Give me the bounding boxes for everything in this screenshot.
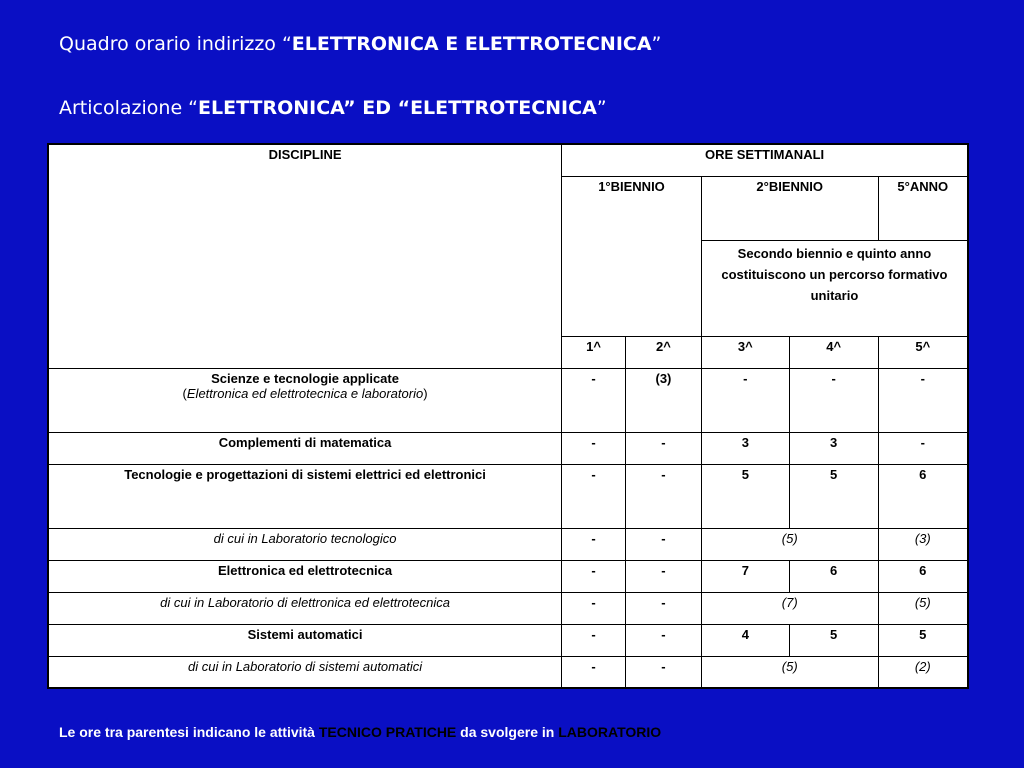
hours-cell: -	[562, 656, 626, 688]
table-row	[48, 528, 968, 560]
header-row-1	[48, 144, 968, 176]
hours-cell: -	[562, 528, 626, 560]
hours-cell: 4	[701, 624, 789, 656]
hours-cell: (2)	[878, 656, 968, 688]
hours-cell: 3	[701, 432, 789, 464]
year-3: 3^	[701, 336, 789, 368]
ore-settimanali-header: ORE SETTIMANALI	[562, 144, 968, 176]
discipline-scienze-tecnologie: Scienze e tecnologie applicate (Elettronica ed elettrotecnica e laboratorio)	[48, 368, 562, 432]
primo-biennio-header: 1°BIENNIO	[562, 176, 702, 336]
hours-cell: -	[701, 368, 789, 432]
schedule-table	[47, 143, 969, 689]
hours-cell: -	[562, 432, 626, 464]
table-row	[48, 592, 968, 624]
hours-cell: 6	[878, 560, 968, 592]
title-line-2: Articolazione “ELETTRONICA” ED “ELETTROTECNICA”	[59, 97, 607, 119]
discipline-elettronica-elettrotecnica: Elettronica ed elettrotecnica	[48, 560, 562, 592]
hours-cell: (7)	[701, 592, 878, 624]
hours-cell: (5)	[701, 656, 878, 688]
lab-tecnologico-label: di cui in Laboratorio tecnologico	[48, 528, 562, 560]
hours-cell: 3	[789, 432, 878, 464]
year-4: 4^	[789, 336, 878, 368]
percorso-unitario-note: Secondo biennio e quinto anno costituiscono un percorso formativo unitario	[701, 240, 968, 336]
table-row	[48, 368, 968, 432]
hours-cell: (5)	[701, 528, 878, 560]
table-row	[48, 432, 968, 464]
table-row	[48, 560, 968, 592]
hours-cell: -	[789, 368, 878, 432]
hours-cell: -	[626, 560, 702, 592]
hours-cell: -	[562, 368, 626, 432]
secondo-biennio-header: 2°BIENNIO	[701, 176, 878, 240]
year-5: 5^	[878, 336, 968, 368]
hours-cell: -	[626, 592, 702, 624]
discipline-subtitle: Elettronica ed elettrotecnica e laboratorio	[186, 385, 424, 401]
title-line-1: Quadro orario indirizzo “ELETTRONICA E ELETTROTECNICA”	[59, 33, 662, 55]
discipline-sistemi-automatici: Sistemi automatici	[48, 624, 562, 656]
hours-cell: 5	[789, 624, 878, 656]
hours-cell: 7	[701, 560, 789, 592]
hours-cell: 6	[789, 560, 878, 592]
hours-cell: -	[878, 368, 968, 432]
hours-cell: 5	[789, 464, 878, 528]
footer-note: Le ore tra parentesi indicano le attività TECNICO PRATICHE da svolgere in LABORATORIO	[59, 724, 662, 740]
hours-cell: -	[626, 464, 702, 528]
table-row	[48, 624, 968, 656]
discipline-name: Scienze e tecnologie applicate	[211, 370, 399, 386]
hours-cell: (5)	[878, 592, 968, 624]
hours-cell: -	[626, 528, 702, 560]
hours-cell: -	[562, 464, 626, 528]
lab-elettronica-label: di cui in Laboratorio di elettronica ed elettrotecnica	[48, 592, 562, 624]
discipline-header: DISCIPLINE	[48, 144, 562, 368]
hours-cell: (3)	[626, 368, 702, 432]
hours-cell: -	[626, 432, 702, 464]
discipline-complementi-matematica: Complementi di matematica	[48, 432, 562, 464]
table-row	[48, 656, 968, 688]
lab-sistemi-label: di cui in Laboratorio di sistemi automatici	[48, 656, 562, 688]
hours-cell: -	[562, 560, 626, 592]
hours-cell: -	[562, 592, 626, 624]
hours-cell: -	[562, 624, 626, 656]
hours-cell: 5	[701, 464, 789, 528]
discipline-tecnologie-progettazioni: Tecnologie e progettazioni di sistemi elettrici ed elettronici	[48, 464, 562, 528]
hours-cell: -	[626, 624, 702, 656]
hours-cell: 5	[878, 624, 968, 656]
hours-cell: (3)	[878, 528, 968, 560]
hours-cell: 6	[878, 464, 968, 528]
year-1: 1^	[562, 336, 626, 368]
hours-cell: -	[626, 656, 702, 688]
table-row	[48, 464, 968, 528]
year-2: 2^	[626, 336, 702, 368]
hours-cell: -	[878, 432, 968, 464]
quinto-anno-header: 5°ANNO	[878, 176, 968, 240]
